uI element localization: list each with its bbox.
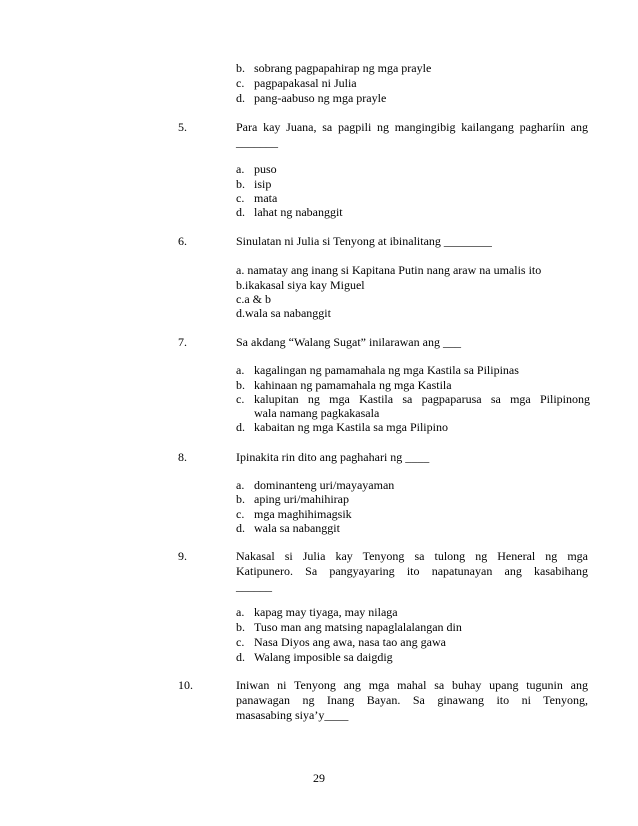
q7-option-c: c. kalupitan ng mga Kastila sa pagpaparusa sa mga Pilipinong [236,392,590,406]
q6-option-a: a. namatay ang inang si Kapitana Putin nang araw na umalis ito [236,263,542,277]
q5-option-d: d. lahat ng nabanggit [236,205,343,219]
question-number-7: 7. [178,335,187,349]
q9-option-a: a. kapag may tiyaga, may nilaga [236,605,398,619]
q8-option-d: d. wala sa nabanggit [236,521,340,535]
q5-option-c: c. mata [236,191,278,205]
question-line: Sinulatan ni Julia si Tenyong at ibinalitang ________ [236,234,492,248]
question-text-5 [236,120,588,150]
question-line: Nakasal si Julia kay Tenyong sa tulong ng Heneral ng mga [236,549,588,563]
q9-option-d: d. Walang imposible sa daigdig [236,650,393,664]
q9-option-b: b. Tuso man ang matsing napaglalalangan din [236,620,462,634]
question-line: Sa akdang “Walang Sugat” inilarawan ang ___ [236,335,461,349]
question-line: masasabing siya’y____ [236,708,349,722]
q7-option-a: a. kagalingan ng pamamahala ng mga Kastila sa Pilipinas [236,363,519,377]
q6-option-b: b.ikakasal siya kay Miguel [236,278,365,292]
option-b-prev: b. sobrang pagpapahirap ng mga prayle [236,61,432,75]
question-number-10: 10. [178,678,193,692]
q7-option-b: b. kahinaan ng pamamahala ng mga Kastila [236,378,452,392]
question-line: Para kay Juana, sa pagpili ng mangingibig kailangang pagharíin ang [236,120,588,134]
question-line: Iniwan ni Tenyong ang mga mahal sa buhay upang tugunin ang [236,678,588,692]
question-number-9: 9. [178,549,187,563]
q9-option-c: c. Nasa Diyos ang awa, nasa tao ang gawa [236,635,446,649]
question-line: Katipunero. Sa pangyayaring ito napatunayan ang kasabihang [236,564,588,578]
q8-option-a: a. dominanteng uri/mayayaman [236,478,395,492]
question-line: panawagan ng Inang Bayan. Sa ginawang ito ni Tenyong, [236,693,588,707]
question-number-6: 6. [178,234,187,248]
question-text-8 [236,450,588,465]
q6-option-d: d.wala sa nabanggit [236,306,331,320]
q8-option-c: c. mga maghihimagsik [236,507,352,521]
page-number: 29 [313,771,325,785]
question-blank: ______ [236,579,272,593]
question-blank: _______ [236,135,278,149]
option-d-prev: d. pang-aabuso ng mga prayle [236,91,387,105]
question-text-6 [236,234,588,249]
q7-option-c-continued: wala namang pagkakasala [254,406,380,420]
question-number-8: 8. [178,450,187,464]
q7-option-d: d. kabaitan ng mga Kastila sa mga Pilipino [236,420,448,434]
question-text-10 [236,678,588,723]
question-text-7 [236,335,588,350]
option-c-prev: c. pagpapakasal ni Julia [236,76,357,90]
question-text-9 [236,549,588,594]
question-line: Ipinakita rin dito ang paghahari ng ____ [236,450,430,464]
q5-option-a: a. puso [236,162,277,176]
question-number-5: 5. [178,120,187,134]
q6-option-c: c.a & b [236,292,271,306]
q8-option-b: b. aping uri/mahihirap [236,492,349,506]
q5-option-b: b. isip [236,177,272,191]
